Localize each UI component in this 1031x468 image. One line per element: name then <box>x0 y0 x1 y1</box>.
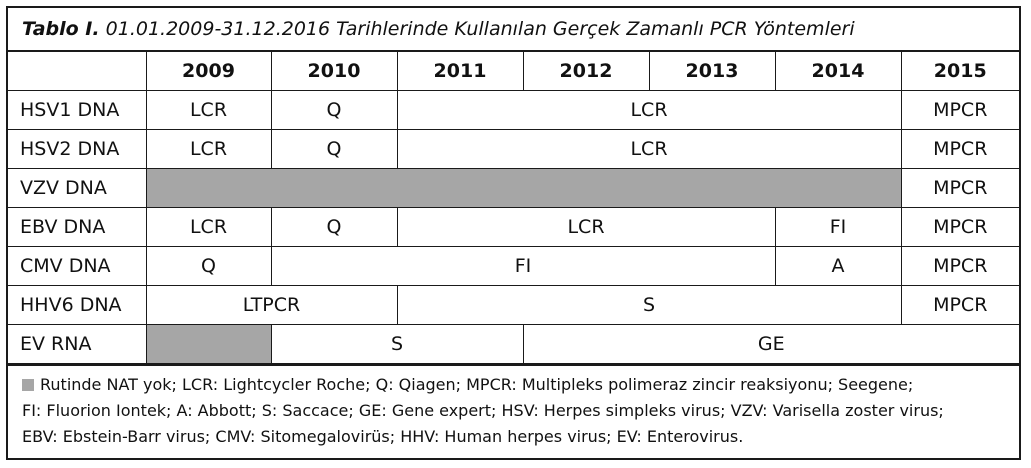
method-cell: LCR <box>397 208 775 247</box>
legend-text: Rutinde NAT yok; LCR: Lightcycler Roche; Q: Qiagen; MPCR: Multipleks polimeraz zincir reaksiyonu; Seegene; <box>40 375 914 394</box>
legend-line: EBV: Ebstein-Barr virus; CMV: Sitomegalovirüs; HHV: Human herpes virus; EV: Enterovirus. <box>22 427 744 446</box>
method-cell: LCR <box>146 130 271 169</box>
year-header: 2009 <box>146 52 271 91</box>
row-label: HSV2 DNA <box>8 130 146 169</box>
method-cell: Q <box>271 130 397 169</box>
gray-swatch-icon <box>22 379 34 391</box>
method-cell: LCR <box>397 91 901 130</box>
header-corner <box>8 52 146 91</box>
row-label: HSV1 DNA <box>8 91 146 130</box>
method-cell: S <box>271 325 523 364</box>
method-cell: Q <box>271 208 397 247</box>
no-nat-cell <box>146 325 271 364</box>
method-cell: FI <box>775 208 901 247</box>
table-title-text: 01.01.2009-31.12.2016 Tarihlerinde Kullanılan Gerçek Zamanlı PCR Yöntemleri <box>105 18 855 40</box>
method-cell: S <box>397 286 901 325</box>
table-row <box>8 247 1019 286</box>
row-label: CMV DNA <box>8 247 146 286</box>
method-cell: Q <box>271 91 397 130</box>
legend-line: FI: Fluorion Iontek; A: Abbott; S: Saccace; GE: Gene expert; HSV: Herpes simpleks virus; VZV: Varisella zoster virus; <box>22 401 944 420</box>
method-cell: MPCR <box>901 130 1019 169</box>
legend-line <box>22 372 1009 398</box>
method-cell: MPCR <box>901 169 1019 208</box>
row-label: HHV6 DNA <box>8 286 146 325</box>
header-row <box>8 52 1019 91</box>
year-header: 2010 <box>271 52 397 91</box>
year-header: 2014 <box>775 52 901 91</box>
method-cell: LCR <box>397 130 901 169</box>
method-cell: MPCR <box>901 208 1019 247</box>
row-label: EV RNA <box>8 325 146 364</box>
row-label: VZV DNA <box>8 169 146 208</box>
table-row <box>8 208 1019 247</box>
table-row <box>8 286 1019 325</box>
table-row <box>8 130 1019 169</box>
year-header: 2015 <box>901 52 1019 91</box>
table-row <box>8 91 1019 130</box>
method-cell: FI <box>271 247 775 286</box>
table-legend <box>8 364 1019 450</box>
table-title-lead: Tablo I. <box>22 18 100 40</box>
method-cell: LCR <box>146 91 271 130</box>
table-frame <box>6 6 1021 460</box>
table-title <box>8 8 1019 52</box>
method-cell: LTPCR <box>146 286 397 325</box>
method-cell: LCR <box>146 208 271 247</box>
method-cell: GE <box>523 325 1019 364</box>
method-cell: A <box>775 247 901 286</box>
table-row <box>8 325 1019 364</box>
pcr-methods-table <box>8 52 1019 364</box>
year-header: 2011 <box>397 52 523 91</box>
year-header: 2013 <box>649 52 775 91</box>
method-cell: MPCR <box>901 247 1019 286</box>
year-header: 2012 <box>523 52 649 91</box>
table-row <box>8 169 1019 208</box>
method-cell: MPCR <box>901 91 1019 130</box>
method-cell: MPCR <box>901 286 1019 325</box>
no-nat-cell <box>146 169 901 208</box>
method-cell: Q <box>146 247 271 286</box>
row-label: EBV DNA <box>8 208 146 247</box>
